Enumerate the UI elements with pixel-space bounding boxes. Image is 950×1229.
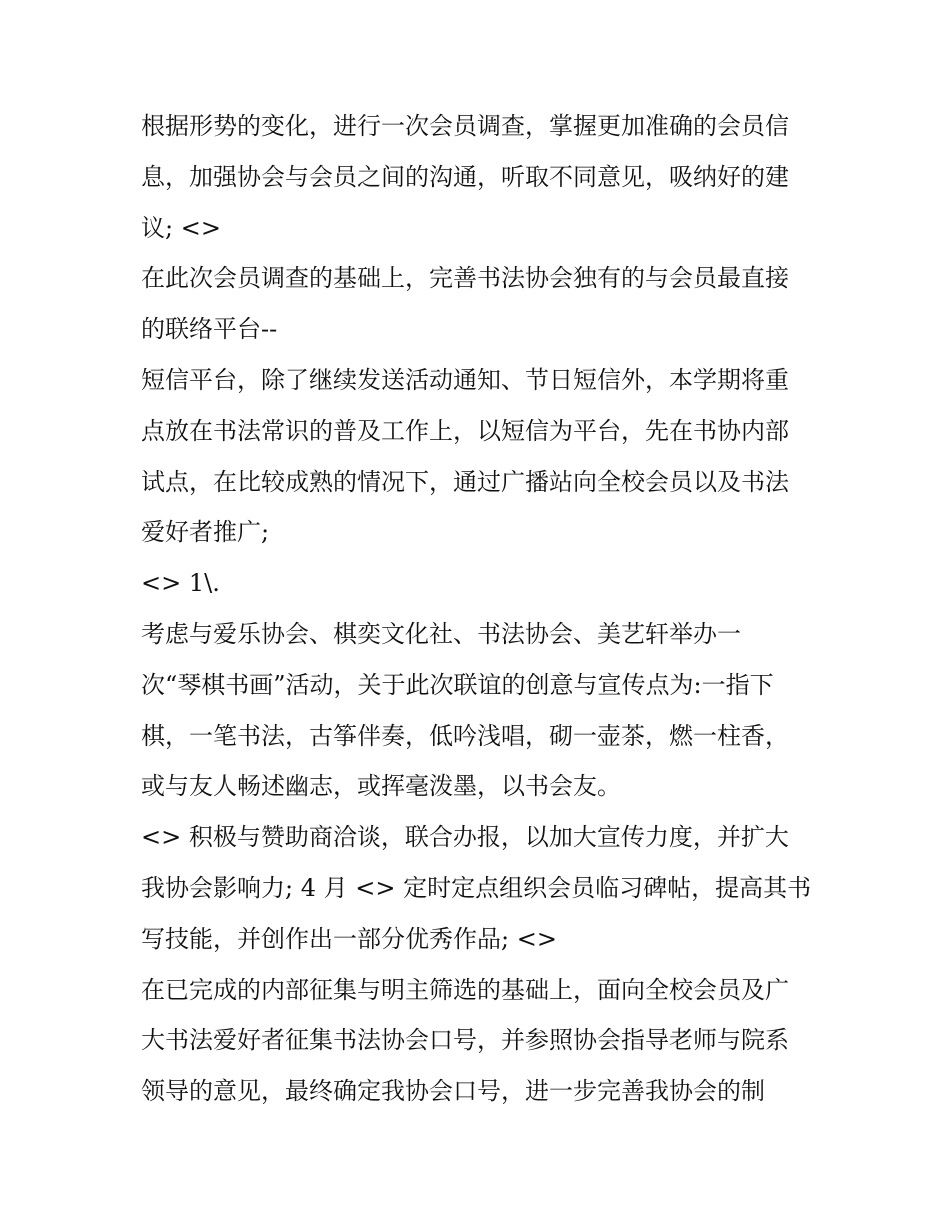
text-line: 议; <> (141, 213, 221, 242)
text-line: 点放在书法常识的普及工作上，以短信为平台，先在书协内部 (141, 416, 789, 445)
text-line: 的联络平台-- (141, 315, 278, 344)
text-line: 试点，在比较成熟的情况下，通过广播站向全校会员以及书法 (141, 467, 789, 496)
text-line: 次“琴棋书画”活动，关于此次联谊的创意与宣传点为:一指下 (141, 670, 774, 699)
text-line: 考虑与爱乐协会、棋奕文化社、书法协会、美艺轩举办一 (141, 619, 741, 648)
text-line: 写技能，并创作出一部分优秀作品; <> (141, 924, 557, 953)
text-line: 爱好者推广; (141, 518, 270, 547)
text-line: 大书法爱好者征集书法协会口号，并参照协会指导老师与院系 (141, 1026, 789, 1055)
text-line: 根据形势的变化，进行一次会员调查，掌握更加准确的会员信 (141, 112, 789, 140)
text-line: <> 积极与赞助商洽谈，联合办报，以加大宣传力度，并扩大 (141, 823, 789, 852)
text-line: 棋，一笔书法，古筝伴奏，低吟浅唱，砌一壶茶，燃一柱香， (141, 721, 789, 750)
text-line: 短信平台，除了继续发送活动通知、节日短信外，本学期将重 (141, 365, 789, 394)
text-line: 息，加强协会与会员之间的沟通，听取不同意见，吸纳好的建 (141, 162, 789, 191)
text-line: 领导的意见，最终确定我协会口号，进一步完善我协会的制 (141, 1077, 765, 1106)
text-line: <> 1\. (141, 569, 220, 598)
document-body (141, 101, 821, 1117)
text-line: 或与友人畅述幽志，或挥毫泼墨，以书会友。 (141, 772, 621, 801)
text-line: 在已完成的内部征集与明主筛选的基础上，面向全校会员及广 (141, 975, 789, 1004)
text-line: 我协会影响力; 4 月 <> 定时定点组织会员临习碑帖，提高其书 (141, 873, 812, 902)
text-line: 在此次会员调查的基础上，完善书法协会独有的与会员最直接 (141, 264, 789, 293)
